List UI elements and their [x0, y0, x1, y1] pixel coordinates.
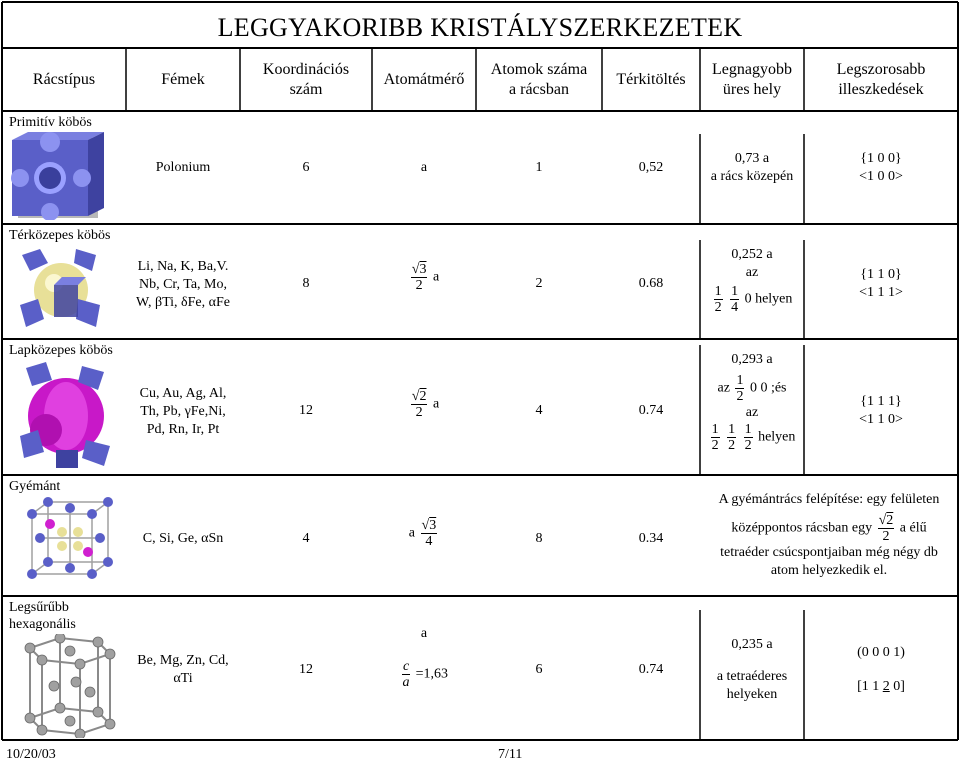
header-densest	[804, 60, 958, 100]
row-fcc-metals-line1: Cu, Au, Ag, Al,	[139, 386, 227, 401]
row-bcc-void-frac2-den: 4	[731, 300, 739, 315]
row-fcc-void-frac	[735, 373, 744, 404]
row-diamond-diameter-fraction	[421, 518, 438, 549]
row-fcc-void-frac-a-den: 2	[711, 438, 719, 453]
row-hcp-name-line2: hexagonális	[9, 617, 76, 632]
row-diamond-atoms: 8	[535, 531, 543, 546]
row-fcc-void-frac-num: 1	[736, 373, 744, 388]
row-fcc-void-az1: az	[717, 380, 730, 396]
footer-date: 10/20/03	[6, 747, 56, 762]
row-diamond-description	[700, 491, 958, 580]
row-bcc-atoms: 2	[535, 276, 543, 291]
header-coordination-line1: Koordinációs	[262, 61, 350, 78]
row-hcp-coord: 12	[299, 662, 313, 677]
row-fcc-void-frac-c	[744, 422, 753, 453]
row-fcc-void-line3: az	[745, 405, 759, 420]
row-fcc-dense-line2: <1 1 0>	[859, 412, 903, 427]
row-fcc-diameter-a: a	[432, 396, 440, 412]
row-sc-void-line2: a rács közepén	[710, 169, 794, 184]
row-bcc-packing: 0.68	[638, 276, 664, 291]
row-hcp-dense-line1: (0 0 0 1)	[857, 645, 905, 660]
row-fcc-void-line1: 0,293 a	[731, 352, 773, 367]
row-fcc-void-tail: helyen	[758, 429, 796, 445]
row-sc-dense-line2: <1 0 0>	[859, 169, 903, 184]
fcc-structure-image	[16, 360, 116, 470]
row-hcp-ca-value: =1,63	[415, 666, 449, 682]
row-diamond-desc-line2b: a élű	[899, 520, 927, 536]
row-hcp-name-line1: Legsűrűbb	[9, 600, 69, 615]
row-fcc-packing: 0.74	[638, 403, 664, 418]
row-fcc-diameter-fraction	[411, 389, 428, 420]
row-hcp-packing: 0.74	[638, 662, 664, 677]
row-hcp-atoms: 6	[535, 662, 543, 677]
row-fcc-dense-line1: {1 1 1}	[860, 394, 902, 409]
header-largest-void-line2: üres hely	[722, 81, 782, 98]
row-diamond-diameter-denominator: 4	[425, 534, 433, 549]
row-diamond-desc-denominator: 2	[882, 529, 890, 544]
row-hcp-metals-line1: Be, Mg, Zn, Cd,	[137, 653, 229, 668]
row-fcc-void-frac-b-num: 1	[728, 422, 736, 437]
header-atoms-count-line1: Atomok száma	[490, 61, 588, 78]
row-fcc-metals	[126, 385, 240, 439]
row-fcc-void-frac-b-den: 2	[728, 438, 736, 453]
row-bcc-diameter-a: a	[432, 269, 440, 285]
header-atomic-diameter: Atomátmérő	[383, 71, 465, 88]
row-hcp-metals-line2: αTi	[173, 671, 193, 686]
row-diamond-desc-line3: tetraéder csúcspontjaiban még négy db	[720, 545, 938, 560]
header-packing: Térkitöltés	[616, 71, 686, 88]
header-coordination-line2: szám	[289, 81, 323, 98]
row-fcc-void-frac-a-num: 1	[711, 422, 719, 437]
row-hcp-void-line2: a tetraéderes	[716, 669, 788, 684]
row-bcc-void-frac2	[730, 284, 739, 315]
row-diamond-diameter-numerator: √3	[421, 518, 437, 533]
row-fcc-void-frac-b	[727, 422, 736, 453]
row-diamond-desc-line1: A gyémántrács felépítése: egy felületen	[718, 492, 940, 507]
row-bcc-diameter-numerator: √3	[411, 262, 427, 277]
row-fcc-void-mid: 0 0 ;és	[749, 380, 787, 396]
row-fcc-metals-line2: Th, Pb, γFe,Ni,	[140, 404, 226, 419]
row-bcc-metals-line1: Li, Na, K, Ba,V.	[137, 259, 229, 274]
row-hcp-dense-line2c: 0]	[889, 679, 905, 694]
header-largest-void-line1: Legnagyobb	[712, 61, 792, 78]
row-sc-metals: Polonium	[155, 160, 211, 175]
row-fcc-diameter-sqrt: 2	[419, 389, 427, 404]
row-diamond-desc-line2	[700, 513, 958, 544]
row-hcp-dense	[804, 644, 958, 696]
header-coordination	[240, 60, 372, 100]
row-diamond-coord: 4	[302, 531, 310, 546]
row-fcc-diameter-denominator: 2	[415, 405, 423, 420]
row-hcp-ca-den: a	[402, 675, 410, 690]
row-fcc-void-line4	[700, 422, 804, 453]
header-lattice-type: Rácstípus	[32, 71, 96, 88]
row-bcc-void-frac1-den: 2	[714, 300, 722, 315]
row-bcc-void-tail: 0 helyen	[744, 291, 793, 307]
row-diamond-diameter-sqrt: 3	[429, 518, 437, 533]
row-bcc-dense	[804, 266, 958, 302]
hcp-structure-image	[20, 634, 120, 738]
row-sc-coord: 6	[302, 160, 310, 175]
row-fcc-diameter	[372, 389, 476, 420]
row-diamond-desc-line4: atom helyezkedik el.	[770, 563, 888, 578]
row-sc-dense	[804, 150, 958, 186]
row-diamond-diameter	[372, 518, 476, 549]
row-bcc-dense-line2: <1 1 1>	[859, 285, 903, 300]
row-bcc-void-line1: 0,252 a	[731, 247, 773, 262]
header-densest-line1: Legszorosabb	[836, 61, 926, 78]
row-hcp-ca-ratio	[372, 659, 476, 690]
footer-page: 7/11	[498, 747, 523, 762]
row-hcp-diameter-a: a	[420, 626, 428, 641]
row-hcp-void-line3: helyeken	[726, 687, 778, 702]
row-sc-packing: 0,52	[638, 160, 664, 175]
row-bcc-dense-line1: {1 1 0}	[860, 267, 902, 282]
row-fcc-metals-line3: Pd, Rn, Ir, Pt	[146, 422, 220, 437]
row-diamond-name: Gyémánt	[9, 479, 61, 494]
row-hcp-ca-fraction	[402, 659, 410, 690]
row-hcp-void	[700, 636, 804, 704]
row-bcc-diameter-sqrt: 3	[419, 262, 427, 277]
row-diamond-desc-line2a: középpontos rácsban egy	[731, 520, 873, 536]
row-sc-name: Primitív köbös	[9, 115, 92, 130]
row-diamond-metals: C, Si, Ge, αSn	[142, 531, 224, 546]
row-bcc-coord: 8	[302, 276, 310, 291]
row-fcc-diameter-numerator: √2	[411, 389, 427, 404]
row-bcc-void	[700, 246, 804, 315]
row-bcc-metals-line3: W, βTi, δFe, αFe	[136, 295, 230, 310]
row-hcp-metals	[126, 652, 240, 688]
row-diamond-desc-numerator: √2	[878, 513, 894, 528]
row-bcc-void-line2: az	[745, 265, 759, 280]
row-sc-diameter: a	[420, 160, 428, 175]
row-bcc-metals-line2: Nb, Cr, Ta, Mo,	[138, 277, 228, 292]
header-atoms-count	[476, 60, 602, 100]
diamond-structure-image	[22, 494, 122, 592]
page-title: LEGGYAKORIBB KRISTÁLYSZERKEZETEK	[217, 13, 743, 42]
row-hcp-dense-line2b: 2	[882, 679, 890, 694]
row-hcp-dense-line2a: [1 1	[857, 679, 883, 694]
row-fcc-coord: 12	[299, 403, 313, 418]
row-diamond-packing: 0.34	[638, 531, 664, 546]
row-fcc-void	[700, 351, 804, 453]
bcc-structure-image	[16, 245, 106, 335]
row-bcc-void-frac1-num: 1	[714, 284, 722, 299]
row-hcp-ca-num: c	[402, 659, 410, 674]
row-sc-void	[700, 150, 804, 186]
row-fcc-void-frac-c-num: 1	[744, 422, 752, 437]
row-bcc-diameter-fraction	[411, 262, 428, 293]
row-sc-dense-line1: {1 0 0}	[860, 151, 902, 166]
row-diamond-desc-fraction	[878, 513, 895, 544]
row-hcp-diameter	[372, 625, 476, 690]
header-metals: Fémek	[161, 71, 205, 88]
row-bcc-void-frac2-num: 1	[731, 284, 739, 299]
row-bcc-void-line3	[700, 284, 804, 315]
header-largest-void	[700, 60, 804, 100]
row-hcp-name	[9, 599, 76, 633]
row-fcc-name: Lapközepes köbös	[9, 343, 113, 358]
row-fcc-void-frac-a	[711, 422, 720, 453]
row-bcc-diameter	[372, 262, 476, 293]
row-bcc-diameter-denominator: 2	[415, 278, 423, 293]
row-fcc-void-frac-den: 2	[736, 389, 744, 404]
row-fcc-void-frac-c-den: 2	[744, 438, 752, 453]
row-fcc-dense	[804, 393, 958, 429]
row-fcc-atoms: 4	[535, 403, 543, 418]
row-diamond-desc-sqrt: 2	[886, 513, 894, 528]
row-sc-atoms: 1	[535, 160, 543, 175]
header-densest-line2: illeszkedések	[838, 81, 924, 98]
header-atoms-count-line2: a rácsban	[509, 81, 569, 98]
sc-structure-image	[8, 130, 108, 220]
row-bcc-void-frac1	[714, 284, 723, 315]
row-hcp-void-line1: 0,235 a	[731, 637, 773, 652]
row-diamond-diameter-a: a	[408, 525, 416, 541]
row-hcp-dense-line2	[804, 678, 958, 696]
row-sc-void-line1: 0,73 a	[734, 151, 770, 166]
row-fcc-void-line2	[700, 373, 804, 404]
row-bcc-metals	[126, 258, 240, 312]
row-bcc-name: Térközepes köbös	[9, 228, 111, 243]
